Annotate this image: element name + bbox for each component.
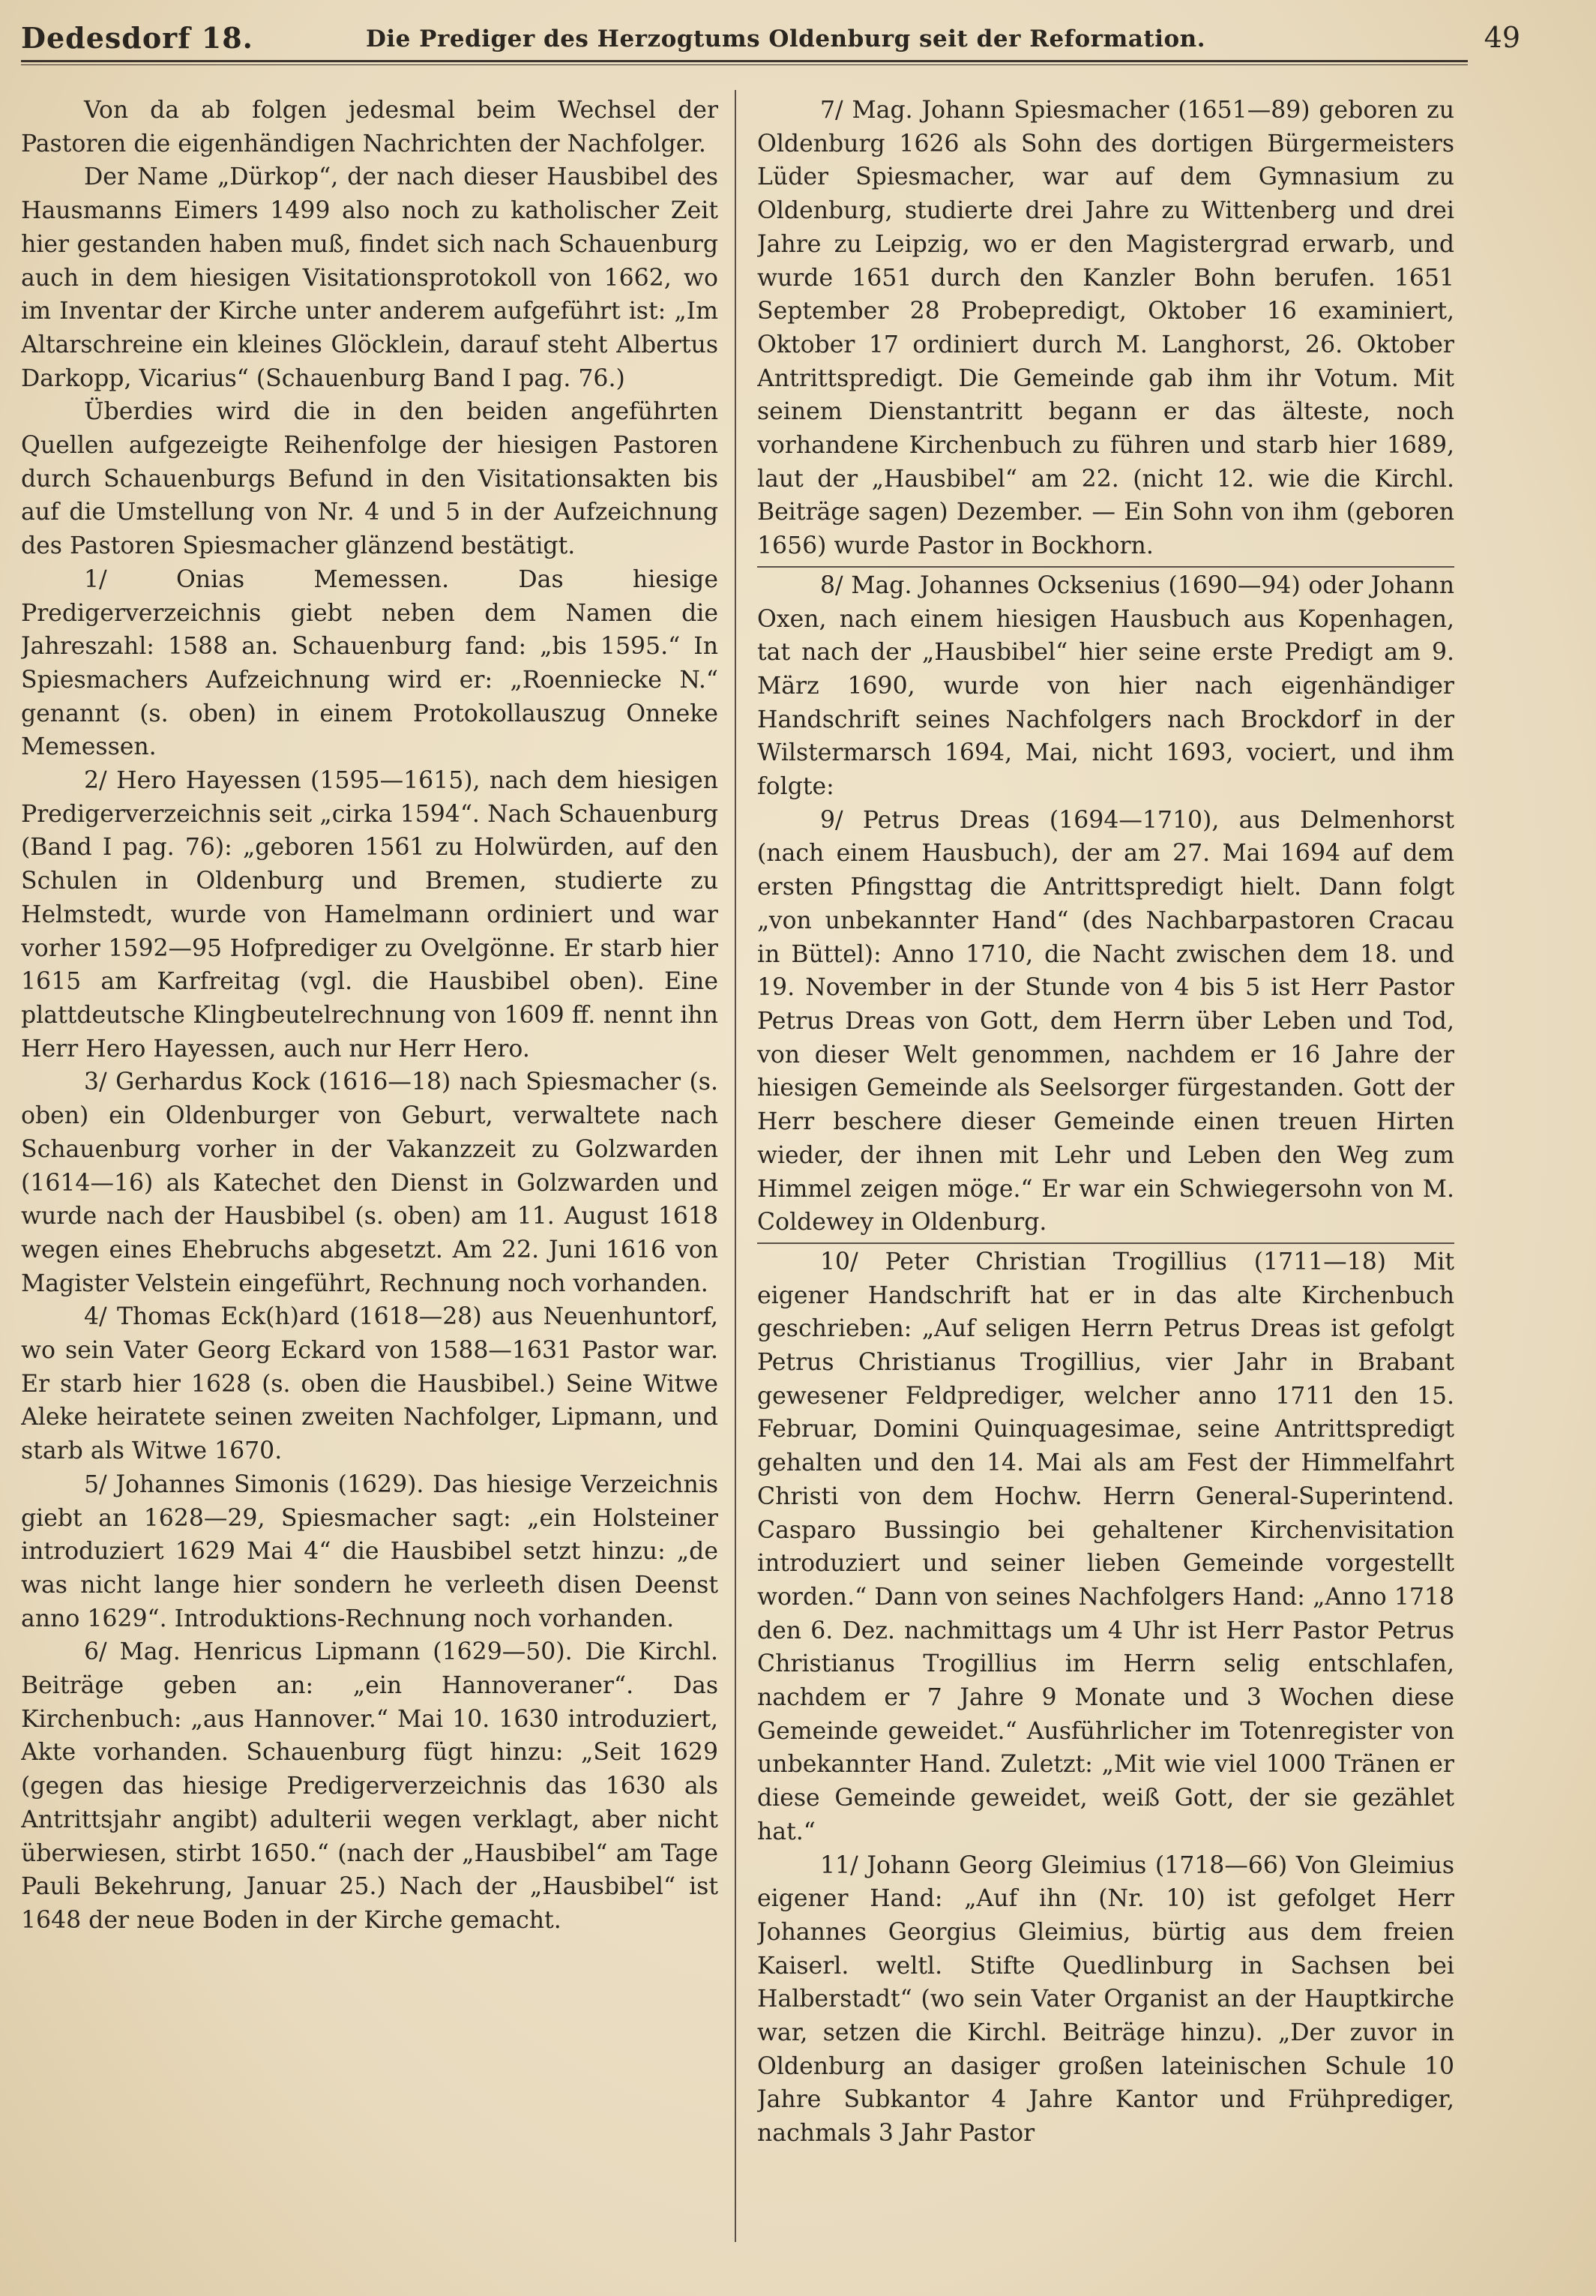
paragraph: 10/ Peter Christian Trogillius (1711—18) Mit eigener Handschrift hat er in das alte Kirchenbuch geschrieben: „Auf seligen Herrn Petrus Dreas ist gefolgt Petrus Christianus Trogillius, vier Jahr in Brabant gewesener Feldprediger, welcher anno 1711 den 15. Februar, Domini Quinquagesimae, seine Antrittspredigt gehalten und den 14. Mai als am Fest der Himmelfahrt Christi von dem Hochw. Herrn General-Superintend. Casparo Bussingio bei gehaltener Kirchenvisitation introduziert und seiner lieben Gemeinde vorgestellt worden.“ Dann von seines Nachfolgers Hand: „Anno 1718 den 6. Dez. nachmittags um 4 Uhr ist Herr Pastor Petrus Christianus Trogillius im Herrn selig entschlafen, nachdem er 7 Jahre 9 Monate und 3 Wochen diese Gemeinde geweidet.“ Ausführlicher im Totenregister von unbekannter Hand. Zuletzt: „Mit wie viel 1000 Tränen er diese Gemeinde geweidet, weiß Gott, der sie gezählet hat.“: [757, 1242, 1454, 1849]
paragraph: 3/ Gerhardus Kock (1616—18) nach Spiesmacher (s. oben) ein Oldenburger von Geburt, verwaltete nach Schauenburg vorher in der Vakanzzeit zu Golzwarden (1614—16) als Katechet den Dienst in Golzwarden und wurde nach der Hausbibel (s. oben) am 11. August 1618 wegen eines Ehebruchs abgesetzt. Am 22. Juni 1616 von Magister Velstein eingeführt, Rechnung noch vorhanden.: [21, 1069, 718, 1297]
paragraph: 4/ Thomas Eck(h)ard (1618—28) aus Neuenhuntorf, wo sein Vater Georg Eckard von 1588—1631 Pastor war. Er starb hier 1628 (s. oben die Hausbibel.) Seine Witwe Aleke heiratete seinen zweiten Nachfolger, Lipmann, und starb als Witwe 1670.: [21, 1303, 718, 1465]
paragraph: 2/ Hero Hayessen (1595—1615), nach dem hiesigen Predigerverzeichnis seit „cirka 1594“. Nach Schauenburg (Band I pag. 76): „geboren 1561 zu Holwürden, auf den Schulen in Oldenburg und Bremen, studierte zu Helmstedt, wurde von Hamelmann ordiniert und war vorher 1592—95 Hofprediger zu Ovelgönne. Er starb hier 1615 am Karfreitag (vgl. die Hausbibel oben). Eine plattdeutsche Klingbeutelrechnung von 1609 ff. nennt ihn Herr Hero Hayessen, auch nur Herr Hero.: [21, 767, 718, 1063]
right-column: [757, 94, 1454, 2268]
paragraph: Überdies wird die in den beiden angeführten Quellen aufgezeigte Reihenfolge der hiesigen Pastoren durch Schauenburgs Befund in den Visitationsakten bis auf die Umstellung von Nr. 4 und 5 in der Aufzeichnung des Pastoren Spiesmacher glänzend bestätigt.: [21, 398, 718, 560]
page-header: [21, 16, 1520, 57]
running-head-left: Dedesdorf 18.: [21, 21, 253, 55]
header-rule: [21, 60, 1468, 62]
paragraph: 11/ Johann Georg Gleimius (1718—66) Von Gleimius eigener Hand: „Auf ihn (Nr. 10) ist gefolget Herr Johannes Georgius Gleimius, bürtig aus dem freien Kaiserl. weltl. Stifte Quedlinburg in Sachsen bei Halberstadt“ (wo sein Vater Organist an der Hauptkirche war, setzen die Kirchl. Beiträge hinzu). „Der zuvor in Oldenburg an dasiger großen lateinischen Schule 10 Jahre Subkantor 4 Jahre Kantor und Frühprediger, nachmals 3 Jahr Pastor: [757, 1851, 1454, 2148]
paragraph: Von da ab folgen jedesmal beim Wechsel der Pastoren die eigenhändigen Nachrichten der Nachfolger.: [21, 97, 718, 157]
paragraph: 1/ Onias Memessen. Das hiesige Predigerverzeichnis giebt neben dem Namen die Jahreszahl: 1588 an. Schauenburg fand: „bis 1595.“ In Spiesmachers Aufzeichnung wird er: „Roenniecke N.“ genannt (s. oben) in einem Protokollauszug Onneke Memessen.: [21, 565, 718, 761]
paragraph: 5/ Johannes Simonis (1629). Das hiesige Verzeichnis giebt an 1628—29, Spiesmacher sagt: „ein Holsteiner introduziert 1629 Mai 4“ die Hausbibel setzt hinzu: „de was nicht lange hier sondern he verleeth disen Deenst anno 1629“. Introduktions-Rechnung noch vorhanden.: [21, 1470, 718, 1632]
column-divider: [735, 90, 736, 2242]
running-title: Die Prediger des Herzogtums Oldenburg seit der Reformation.: [366, 25, 1206, 52]
paragraph: Der Name „Dürkop“, der nach dieser Hausbibel des Hausmanns Eimers 1499 also noch zu katholischer Zeit hier gestanden haben muß, findet sich nach Schauenburg auch in dem hiesigen Visitationsprotokoll von 1662, wo im Inventar der Kirche unter anderem aufgeführt ist: „Im Altarschreine ein kleines Glöcklein, darauf steht Albertus Darkopp, Vicarius“ (Schauenburg Band I pag. 76.): [21, 163, 718, 392]
page-number: 49: [1484, 21, 1520, 54]
paragraph: 8/ Mag. Johannes Ocksenius (1690—94) oder Johann Oxen, nach einem hiesigen Hausbuch aus Kopenhagen, tat nach der „Hausbibel“ hier seine erste Predigt am 9. März 1690, wurde von hier nach eigenhändiger Handschrift seines Nachfolgers nach Brockdorf in der Wilstermarsch 1694, Mai, nicht 1693, vociert, und ihm folgte:: [757, 566, 1454, 804]
header-rule-thin: [21, 64, 1468, 65]
paragraph: 6/ Mag. Henricus Lipmann (1629—50). Die Kirchl. Beiträge geben an: „ein Hannoveraner“. Das Kirchenbuch: „aus Hannover.“ Mai 10. 1630 introduziert, Akte vorhanden. Schauenburg fügt hinzu: „Seit 1629 (gegen das hiesige Predigerverzeichnis das 1630 als Antrittsjahr angibt) adulterii wegen verklagt, aber nicht überwiesen, stirbt 1650.“ (nach der „Hausbibel“ am Tage Pauli Bekehrung, Januar 25.) Nach der „Hausbibel“ ist 1648 der neue Boden in der Kirche gemacht.: [21, 1638, 718, 1934]
left-column: [21, 94, 718, 2268]
paragraph: 7/ Mag. Johann Spiesmacher (1651—89) geboren zu Oldenburg 1626 als Sohn des dortigen Bürgermeisters Lüder Spiesmacher, war auf dem Gymnasium zu Oldenburg, studierte drei Jahre zu Wittenberg und drei Jahre zu Leipzig, wo er den Magistergrad erwarb, und wurde 1651 durch den Kanzler Bohn berufen. 1651 September 28 Probepredigt, Oktober 16 examiniert, Oktober 17 ordiniert durch M. Langhorst, 26. Oktober Antrittspredigt. Die Gemeinde gab ihm ihr Votum. Mit seinem Dienstantritt begann er das älteste, noch vorhandene Kirchenbuch zu führen und starb hier 1689, laut der „Hausbibel“ am 22. (nicht 12. wie die Kirchl. Beiträge sagen) Dezember. — Ein Sohn von ihm (geboren 1656) wurde Pastor in Bockhorn.: [757, 97, 1454, 560]
paragraph: 9/ Petrus Dreas (1694—1710), aus Delmenhorst (nach einem Hausbuch), der am 27. Mai 1694 auf dem ersten Pfingsttag die Antrittspredigt hielt. Dann folgt „von unbekannter Hand“ (des Nachbarpastoren Cracau in Büttel): Anno 1710, die Nacht zwischen dem 18. und 19. November in der Stunde von 4 bis 5 ist Herr Pastor Petrus Dreas von Gott, dem Herrn über Leben und Tod, von dieser Welt genommen, nachdem er 16 Jahre der hiesigen Gemeinde als Seelsorger fürgestanden. Gott der Herr beschere dieser Gemeinde einen treuen Hirten wieder, der ihnen mit Lehr und Leben den Weg zum Himmel zeigen möge.“ Er war ein Schwiegersohn von M. Coldewey in Oldenburg.: [757, 806, 1454, 1236]
